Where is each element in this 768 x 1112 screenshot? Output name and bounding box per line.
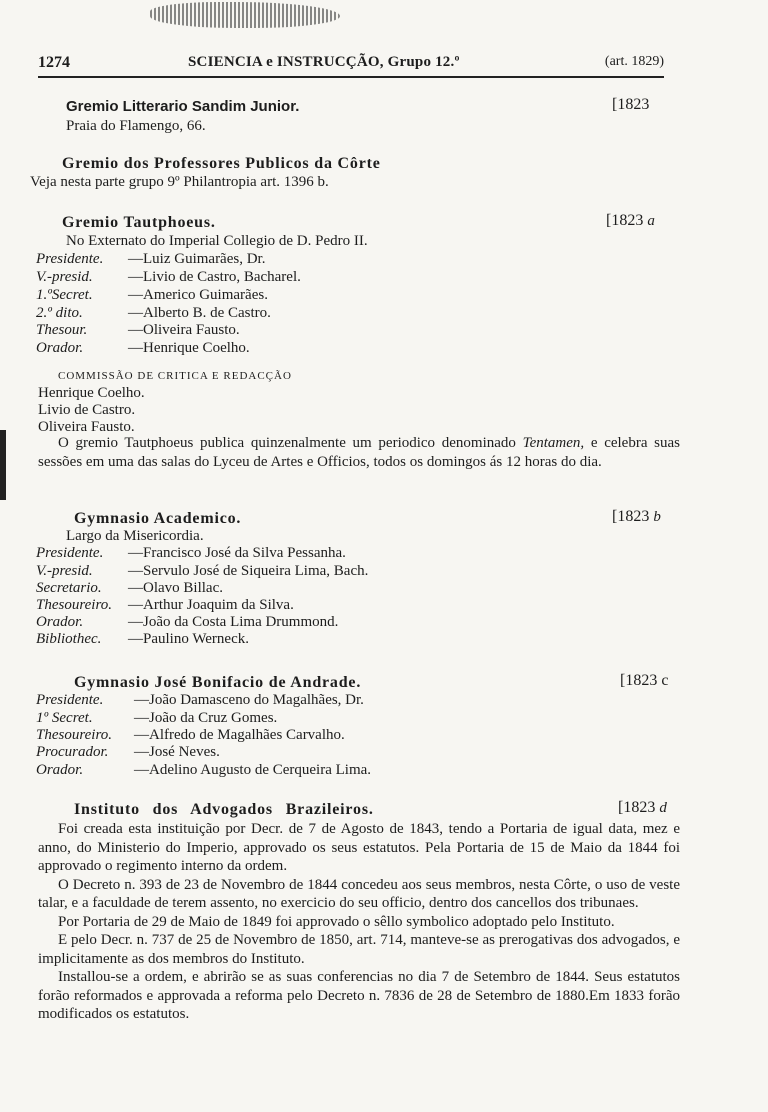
officer-row [36, 269, 301, 286]
commission-member: Henrique Coelho. [38, 385, 145, 401]
officer-role: Thesoureiro. [36, 597, 112, 613]
officer-role: Orador. [36, 340, 84, 356]
officer-name: —Americo Guimarães. [128, 287, 268, 303]
advogados-code-number: [1823 [618, 799, 656, 816]
commission-heading: COMMISSÃO DE CRITICA E REDACÇÃO [58, 370, 292, 382]
officer-name: —Servulo José de Siqueira Lima, Bach. [128, 563, 369, 579]
professores-title: Gremio dos Professores Publicos da Côrte [62, 155, 381, 172]
tautphoeus-paragraph [38, 434, 680, 471]
sandim-title: Gremio Litterario Sandim Junior. [66, 98, 300, 115]
officer-role: Secretario. [36, 580, 102, 596]
officer-row [36, 744, 220, 761]
ink-smudge [150, 2, 340, 28]
officer-row [36, 340, 250, 357]
officer-row [36, 597, 294, 614]
officer-row [36, 631, 249, 648]
professores-note: Veja nesta parte grupo 9º Philantropia art. 1396 b. [30, 174, 329, 190]
advogados-code-suffix: d [659, 800, 667, 816]
academico-code-number: [1823 [612, 508, 650, 525]
commission-member: Oliveira Fausto. [38, 419, 135, 435]
paragraph-rest: e celebra suas sessões em uma das salas do Lyceu de Artes e Officios, todos os domingos ás 12 horas do dia. [38, 435, 681, 470]
officer-row [36, 287, 268, 304]
header-title: SCIENCIA e INSTRUCÇÃO, Grupo 12.º [188, 54, 460, 70]
tautphoeus-title: Gremio Tautphoeus. [62, 214, 216, 231]
officer-name: —Livio de Castro, Bacharel. [128, 269, 301, 285]
tautphoeus-code [606, 212, 655, 230]
paragraph-text: Installou-se a ordem, e abrirão se as suas conferencias no dia 7 de Setembro de 1844. Seus estatutos forão reformados e approvada a reforma pelo Decreto n. 7836 de 28 de Setembro de 1880.Em 1833 forão modificados os estatutos. [38, 969, 680, 1022]
officer-row [36, 727, 345, 744]
officer-role: Presidente. [36, 692, 104, 708]
officer-row [36, 545, 346, 562]
officer-role: 1.ºSecret. [36, 287, 93, 303]
officer-name: —João Damasceno do Magalhães, Dr. [134, 692, 364, 708]
academico-title: Gymnasio Academico. [74, 510, 242, 527]
sandim-code: [1823 [612, 96, 650, 113]
officer-role: 2.º dito. [36, 305, 83, 321]
running-header [38, 54, 664, 78]
officer-name: —João da Costa Lima Drummond. [128, 614, 339, 630]
paragraph-text: E pelo Decr. n. 737 de 25 de Novembro de 1850, art. 714, manteve-se as prerogativas dos advogados, e implicitamente as dos membros do Instituto. [38, 932, 680, 967]
page-number: 1274 [38, 54, 70, 71]
paragraph-text: O Decreto n. 393 de 23 de Novembro de 1844 concedeu aos seus membros, nesta Côrte, o uso de veste talar, e a faculdade de terem assento, no exercicio do seu officio, dentro dos cancellos dos tribunaes. [38, 876, 680, 911]
officer-role: V.-presid. [36, 563, 93, 579]
officer-name: —Adelino Augusto de Cerqueira Lima. [134, 762, 372, 778]
binding-shadow [0, 430, 6, 500]
officer-role: Orador. [36, 762, 84, 778]
paragraph-text: Foi creada esta instituição por Decr. de 7 de Agosto de 1843, tendo a Portaria de igual data, mez e anno, do Ministerio do Imperio, approvado os seus estatutos. Pela Portaria de 15 de Maio da 1844 foi approvado o regimento interno da ordem. [38, 821, 680, 874]
tautphoeus-address: No Externato do Imperial Collegio de D. Pedro II. [66, 233, 368, 249]
officer-role: Presidente. [36, 545, 104, 561]
tautphoeus-code-number: [1823 [606, 212, 644, 229]
officer-name: —Francisco José da Silva Pessanha. [128, 545, 346, 561]
officer-name: —Alberto B. de Castro. [128, 305, 271, 321]
officer-name: —José Neves. [134, 744, 220, 760]
officer-role: 1º Secret. [36, 710, 93, 726]
advogados-body [38, 820, 680, 1024]
bonifacio-title: Gymnasio José Bonifacio de Andrade. [74, 674, 362, 691]
officer-row [36, 580, 223, 597]
officer-row [36, 692, 364, 709]
tautphoeus-code-suffix: a [647, 213, 655, 229]
bonifacio-code: [1823 c [620, 672, 669, 689]
officer-name: —Paulino Werneck. [128, 631, 249, 647]
advogados-code [618, 799, 667, 817]
officer-name: —Olavo Billac. [128, 580, 223, 596]
officer-row [36, 563, 368, 580]
paragraph-text: Por Portaria de 29 de Maio de 1849 foi approvado o sêllo symbolico adoptado pelo Instituto. [58, 913, 615, 930]
officer-role: Thesoureiro. [36, 727, 112, 743]
officer-role: Procurador. [36, 744, 109, 760]
officer-row [36, 762, 371, 779]
academico-address: Largo da Misericordia. [66, 528, 204, 544]
officer-role: Bibliothec. [36, 631, 102, 647]
officer-role: Thesour. [36, 322, 88, 338]
commission-member: Livio de Castro. [38, 402, 136, 418]
officer-role: V.-presid. [36, 269, 93, 285]
officer-role: Orador. [36, 614, 84, 630]
header-article: (art. 1829) [604, 54, 664, 69]
periodical-name: Tentamen, [522, 435, 585, 451]
officer-name: —Oliveira Fausto. [128, 322, 240, 338]
paragraph-lead: O gremio Tautphoeus publica quinzenalmente um periodico denominado [58, 435, 516, 451]
officer-row [36, 251, 265, 268]
officer-name: —Henrique Coelho. [128, 340, 250, 356]
officer-row [36, 710, 277, 727]
officer-name: —Arthur Joaquim da Silva. [128, 597, 294, 613]
paragraph-text [38, 434, 680, 471]
advogados-title: Instituto dos Advogados Brazileiros. [74, 801, 374, 818]
officer-row [36, 614, 338, 631]
academico-code-suffix: b [653, 509, 661, 525]
officer-name: —João da Cruz Gomes. [134, 710, 278, 726]
academico-code [612, 508, 661, 526]
officer-row [36, 305, 271, 322]
officer-role: Presidente. [36, 251, 104, 267]
sandim-address: Praia do Flamengo, 66. [66, 118, 206, 134]
officer-name: —Alfredo de Magalhães Carvalho. [134, 727, 345, 743]
officer-row [36, 322, 240, 339]
officer-name: —Luiz Guimarães, Dr. [128, 251, 266, 267]
